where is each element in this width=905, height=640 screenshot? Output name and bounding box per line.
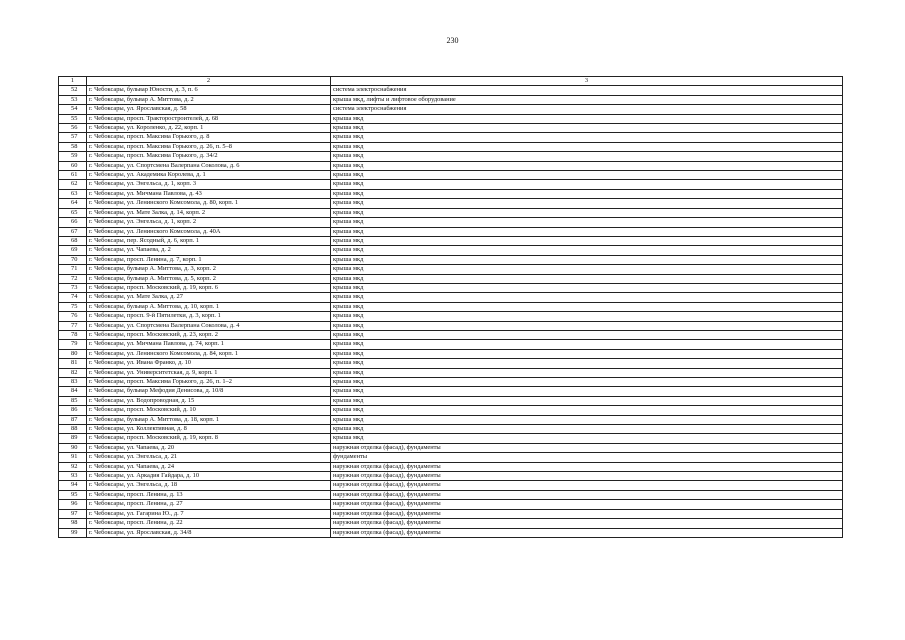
row-address: г. Чебоксары, просп. Максима Горького, д. 34/2 <box>87 152 331 161</box>
row-address: г. Чебоксары, ул. Мичмана Павлова, д. 74, корп. 1 <box>87 340 331 349</box>
row-address: г. Чебоксары, ул. Гагарина Ю., д. 7 <box>87 509 331 518</box>
table-row <box>59 105 843 114</box>
row-work-type: система электроснабжения <box>331 86 843 95</box>
table-row <box>59 236 843 245</box>
row-number: 98 <box>59 519 87 528</box>
table-body <box>59 77 843 538</box>
row-number: 69 <box>59 246 87 255</box>
row-work-type: наружная отделка (фасад), фундаменты <box>331 481 843 490</box>
row-work-type: крыша мкд <box>331 274 843 283</box>
row-work-type: наружная отделка (фасад), фундаменты <box>331 462 843 471</box>
table-header-row <box>59 77 843 86</box>
table-row <box>59 171 843 180</box>
row-work-type: крыша мкд <box>331 171 843 180</box>
row-work-type: крыша мкд <box>331 321 843 330</box>
row-address: г. Чебоксары, просп. Ленина, д. 22 <box>87 519 331 528</box>
row-number: 66 <box>59 218 87 227</box>
row-number: 64 <box>59 199 87 208</box>
row-number: 92 <box>59 462 87 471</box>
table-row <box>59 142 843 151</box>
table-row <box>59 359 843 368</box>
row-number: 75 <box>59 302 87 311</box>
table-row <box>59 330 843 339</box>
row-work-type: наружная отделка (фасад), фундаменты <box>331 472 843 481</box>
row-number: 60 <box>59 161 87 170</box>
row-work-type: крыша мкд <box>331 114 843 123</box>
row-number: 62 <box>59 180 87 189</box>
table-row <box>59 255 843 264</box>
address-table <box>58 76 843 538</box>
table-row <box>59 349 843 358</box>
table-row <box>59 180 843 189</box>
table-row <box>59 340 843 349</box>
table-row <box>59 302 843 311</box>
row-address: г. Чебоксары, бульвар А. Миттова, д. 3, корп. 2 <box>87 265 331 274</box>
row-number: 68 <box>59 236 87 245</box>
row-address: г. Чебоксары, бульвар Юности, д. 3, п. 6 <box>87 86 331 95</box>
row-number: 95 <box>59 490 87 499</box>
row-work-type: наружная отделка (фасад), фундаменты <box>331 528 843 537</box>
row-number: 63 <box>59 189 87 198</box>
row-number: 54 <box>59 105 87 114</box>
table-row <box>59 274 843 283</box>
row-number: 80 <box>59 349 87 358</box>
row-number: 85 <box>59 396 87 405</box>
table-row <box>59 378 843 387</box>
row-work-type: наружная отделка (фасад), фундаменты <box>331 519 843 528</box>
row-work-type: крыша мкд <box>331 425 843 434</box>
row-work-type: крыша мкд, лифты и лифтовое оборудование <box>331 95 843 104</box>
row-work-type: наружная отделка (фасад), фундаменты <box>331 500 843 509</box>
row-number: 82 <box>59 368 87 377</box>
row-address: г. Чебоксары, просп. Максима Горького, д. 26, п. 1–2 <box>87 378 331 387</box>
row-address: г. Чебоксары, просп. Московский, д. 23, корп. 2 <box>87 330 331 339</box>
page-number: 230 <box>446 36 459 45</box>
row-number: 91 <box>59 453 87 462</box>
row-number: 76 <box>59 312 87 321</box>
row-number: 67 <box>59 227 87 236</box>
row-address: г. Чебоксары, ул. Водопроводная, д. 15 <box>87 396 331 405</box>
table-row <box>59 406 843 415</box>
table-row <box>59 114 843 123</box>
row-address: г. Чебоксары, ул. Спортсмена Валерпана Соколова, д. 6 <box>87 161 331 170</box>
row-address: г. Чебоксары, ул. Мате Залка, д. 14, корп. 2 <box>87 208 331 217</box>
row-number: 93 <box>59 472 87 481</box>
row-number: 90 <box>59 443 87 452</box>
row-address: г. Чебоксары, просп. Максима Горького, д. 8 <box>87 133 331 142</box>
table-row <box>59 453 843 462</box>
row-work-type: крыша мкд <box>331 199 843 208</box>
table-row <box>59 490 843 499</box>
row-address: г. Чебоксары, ул. Чапаева, д. 20 <box>87 443 331 452</box>
row-work-type: крыша мкд <box>331 406 843 415</box>
table-row <box>59 95 843 104</box>
row-address: г. Чебоксары, ул. Академика Королева, д. 1 <box>87 171 331 180</box>
table-row <box>59 124 843 133</box>
row-number: 83 <box>59 378 87 387</box>
row-number: 71 <box>59 265 87 274</box>
row-work-type: крыша мкд <box>331 142 843 151</box>
row-address: г. Чебоксары, ул. Мате Залка, д. 27 <box>87 293 331 302</box>
table-row <box>59 86 843 95</box>
row-number: 89 <box>59 434 87 443</box>
row-work-type: крыша мкд <box>331 340 843 349</box>
row-address: г. Чебоксары, ул. Ленинского Комсомола, д. 80, корп. 1 <box>87 199 331 208</box>
row-address: г. Чебоксары, ул. Спортсмена Валерпана Соколова, д. 4 <box>87 321 331 330</box>
row-number: 61 <box>59 171 87 180</box>
row-number: 55 <box>59 114 87 123</box>
row-number: 94 <box>59 481 87 490</box>
row-work-type: крыша мкд <box>331 180 843 189</box>
row-address: г. Чебоксары, просп. Московский, д. 19, корп. 6 <box>87 283 331 292</box>
row-number: 86 <box>59 406 87 415</box>
row-work-type: крыша мкд <box>331 387 843 396</box>
row-number: 96 <box>59 500 87 509</box>
row-number: 99 <box>59 528 87 537</box>
row-number: 56 <box>59 124 87 133</box>
table-row <box>59 246 843 255</box>
row-address: г. Чебоксары, бульвар А. Миттова, д. 2 <box>87 95 331 104</box>
row-number: 78 <box>59 330 87 339</box>
row-work-type: крыша мкд <box>331 302 843 311</box>
row-work-type: крыша мкд <box>331 378 843 387</box>
row-number: 65 <box>59 208 87 217</box>
row-work-type: крыша мкд <box>331 265 843 274</box>
row-address: г. Чебоксары, просп. Максима Горького, д. 26, п. 5–8 <box>87 142 331 151</box>
row-number: 81 <box>59 359 87 368</box>
row-address: г. Чебоксары, ул. Энгельса, д. 18 <box>87 481 331 490</box>
row-address: г. Чебоксары, ул. Ивана Франко, д. 10 <box>87 359 331 368</box>
row-number: 72 <box>59 274 87 283</box>
table-row <box>59 472 843 481</box>
row-address: г. Чебоксары, просп. Тракторостроителей, д. 68 <box>87 114 331 123</box>
row-number: 59 <box>59 152 87 161</box>
row-address: г. Чебоксары, ул. Аркадия Гайдара, д. 10 <box>87 472 331 481</box>
row-work-type: крыша мкд <box>331 208 843 217</box>
table-row <box>59 509 843 518</box>
row-number: 84 <box>59 387 87 396</box>
row-work-type: система электроснабжения <box>331 105 843 114</box>
row-number: 53 <box>59 95 87 104</box>
row-number: 74 <box>59 293 87 302</box>
row-address: г. Чебоксары, ул. Ленинского Комсомола, д. 40А <box>87 227 331 236</box>
table-row <box>59 462 843 471</box>
row-work-type: крыша мкд <box>331 349 843 358</box>
table-row <box>59 387 843 396</box>
table-row <box>59 283 843 292</box>
row-number: 97 <box>59 509 87 518</box>
row-work-type: крыша мкд <box>331 330 843 339</box>
row-address: г. Чебоксары, ул. Энгельса, д. 1, корп. 3 <box>87 180 331 189</box>
row-work-type: крыша мкд <box>331 124 843 133</box>
table-row <box>59 293 843 302</box>
table-row <box>59 312 843 321</box>
row-address: г. Чебоксары, просп. Московский, д. 19, корп. 8 <box>87 434 331 443</box>
row-work-type: крыша мкд <box>331 283 843 292</box>
table-row <box>59 443 843 452</box>
header-col-3: 3 <box>331 77 843 86</box>
table-row <box>59 434 843 443</box>
row-number: 77 <box>59 321 87 330</box>
row-address: г. Чебоксары, бульвар А. Миттова, д. 18, корп. 1 <box>87 415 331 424</box>
table-row <box>59 425 843 434</box>
row-number: 58 <box>59 142 87 151</box>
row-work-type: фундаменты <box>331 453 843 462</box>
table-row <box>59 519 843 528</box>
table-row <box>59 500 843 509</box>
row-work-type: крыша мкд <box>331 189 843 198</box>
header-col-2: 2 <box>87 77 331 86</box>
row-address: г. Чебоксары, просп. Ленина, д. 13 <box>87 490 331 499</box>
row-address: г. Чебоксары, бульвар Мефодия Денисова, д. 10/8 <box>87 387 331 396</box>
row-address: г. Чебоксары, ул. Ярославская, д. 58 <box>87 105 331 114</box>
row-work-type: крыша мкд <box>331 218 843 227</box>
table-row <box>59 396 843 405</box>
table-row <box>59 152 843 161</box>
table-row <box>59 265 843 274</box>
table-row <box>59 161 843 170</box>
row-address: г. Чебоксары, ул. Короленко, д. 22, корп. 1 <box>87 124 331 133</box>
row-work-type: крыша мкд <box>331 227 843 236</box>
table-row <box>59 368 843 377</box>
row-address: г. Чебоксары, бульвар А. Миттова, д. 5, корп. 2 <box>87 274 331 283</box>
row-work-type: крыша мкд <box>331 293 843 302</box>
row-address: г. Чебоксары, ул. Мичмана Павлова, д. 43 <box>87 189 331 198</box>
table-row <box>59 133 843 142</box>
table-row <box>59 321 843 330</box>
row-address: г. Чебоксары, просп. Московский, д. 10 <box>87 406 331 415</box>
row-address: г. Чебоксары, ул. Коллективная, д. 8 <box>87 425 331 434</box>
row-work-type: крыша мкд <box>331 396 843 405</box>
table-row <box>59 208 843 217</box>
row-address: г. Чебоксары, просп. Ленина, д. 27 <box>87 500 331 509</box>
row-number: 87 <box>59 415 87 424</box>
row-work-type: крыша мкд <box>331 152 843 161</box>
row-work-type: крыша мкд <box>331 312 843 321</box>
row-address: г. Чебоксары, ул. Ленинского Комсомола, д. 84, корп. 1 <box>87 349 331 358</box>
row-number: 57 <box>59 133 87 142</box>
row-address: г. Чебоксары, ул. Чапаева, д. 24 <box>87 462 331 471</box>
row-address: г. Чебоксары, ул. Энгельса, д. 21 <box>87 453 331 462</box>
row-work-type: наружная отделка (фасад), фундаменты <box>331 443 843 452</box>
row-work-type: крыша мкд <box>331 415 843 424</box>
row-work-type: наружная отделка (фасад), фундаменты <box>331 509 843 518</box>
table-row <box>59 528 843 537</box>
row-work-type: крыша мкд <box>331 246 843 255</box>
row-number: 70 <box>59 255 87 264</box>
row-address: г. Чебоксары, ул. Университетская, д. 9, корп. 1 <box>87 368 331 377</box>
table-row <box>59 199 843 208</box>
row-work-type: крыша мкд <box>331 161 843 170</box>
row-address: г. Чебоксары, пер. Ясодный, д. 6, корп. 1 <box>87 236 331 245</box>
row-address: г. Чебоксары, бульвар А. Миттова, д. 10, корп. 1 <box>87 302 331 311</box>
table-row <box>59 415 843 424</box>
row-number: 73 <box>59 283 87 292</box>
row-work-type: крыша мкд <box>331 359 843 368</box>
row-address: г. Чебоксары, ул. Ярославская, д. 34/8 <box>87 528 331 537</box>
row-work-type: крыша мкд <box>331 434 843 443</box>
row-number: 52 <box>59 86 87 95</box>
row-work-type: наружная отделка (фасад), фундаменты <box>331 490 843 499</box>
row-work-type: крыша мкд <box>331 255 843 264</box>
table-row <box>59 218 843 227</box>
row-work-type: крыша мкд <box>331 133 843 142</box>
row-work-type: крыша мкд <box>331 236 843 245</box>
table-row <box>59 481 843 490</box>
table-row <box>59 189 843 198</box>
header-col-1: 1 <box>59 77 87 86</box>
table-row <box>59 227 843 236</box>
row-number: 88 <box>59 425 87 434</box>
row-address: г. Чебоксары, просп. 9-й Пятилетки, д. 3, корп. 1 <box>87 312 331 321</box>
row-address: г. Чебоксары, ул. Чапаева, д. 2 <box>87 246 331 255</box>
row-address: г. Чебоксары, ул. Энгельса, д. 1, корп. 2 <box>87 218 331 227</box>
row-work-type: крыша мкд <box>331 368 843 377</box>
row-address: г. Чебоксары, просп. Ленина, д. 7, корп. 1 <box>87 255 331 264</box>
row-number: 79 <box>59 340 87 349</box>
